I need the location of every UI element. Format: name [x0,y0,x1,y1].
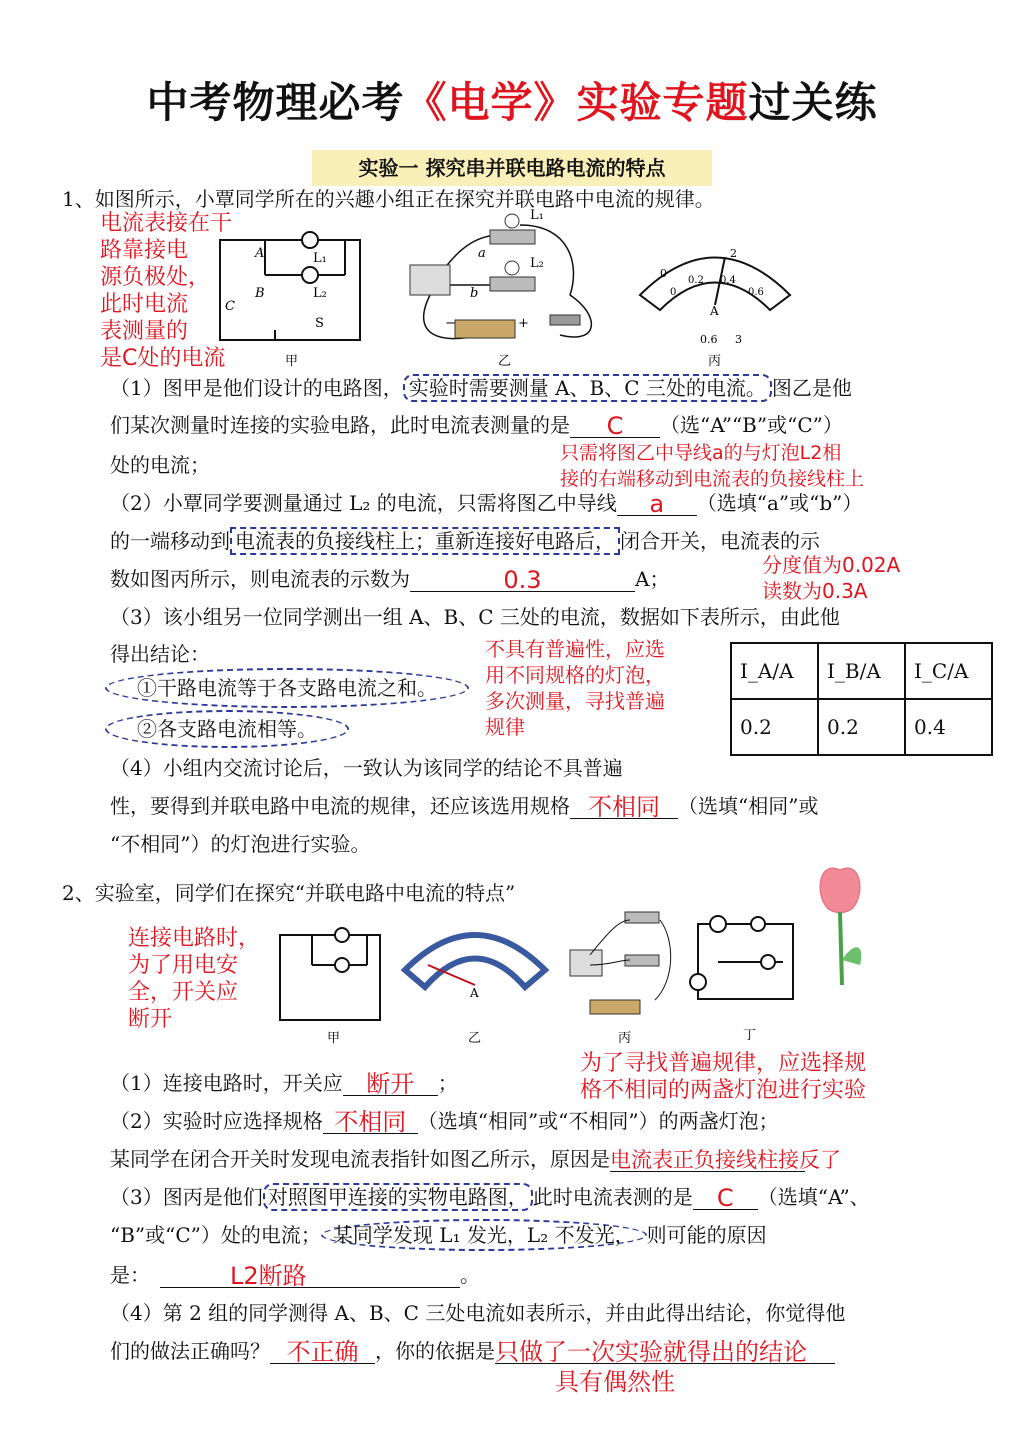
terminal-label: 0.6 [700,333,718,346]
section-subtitle: 实验一 探究串并联电路电流的特点 [312,150,712,186]
lamp-l1-icon [335,928,349,942]
boxed-annotation: 对照图甲连接的实物电路图， [263,1183,533,1211]
text-span: 性，要得到并联电路中电流的规律，还应该选用规格 [110,794,570,818]
q2-part2-line1 [110,1108,779,1134]
answer-blank [693,1185,758,1210]
text-span: （选填“相同”或“不相同”）的两盏灯泡； [417,1109,779,1133]
q1-conclusion-2: ②各支路电流相等。 [105,710,349,748]
boxed-annotation: 电流表的负接线柱上；重新连接好电路后， [230,527,620,555]
figure-label-ding: 丁 [743,1028,757,1042]
answer-text: 不相同 [334,1108,407,1136]
ammeter-a1-icon [710,916,726,932]
answer-text: a [649,490,665,518]
dial-tick-label: 0.2 [688,275,704,286]
page-title [0,70,1024,130]
handwritten-line: 为了用电安 [128,953,239,978]
answer-blank [495,1339,835,1364]
table-header-row [731,643,992,699]
bulb-icon [505,261,519,275]
text-span: 们的做法正确吗？ [110,1339,270,1363]
text-span: A； [635,567,670,591]
q2-part3-line3 [110,1262,480,1288]
lamp-base-icon [625,912,659,923]
table-header-cell: I_B/A [818,643,905,699]
handwritten-line: 为了寻找普遍规律，应选择规 [580,1051,867,1076]
q1-part1-note [560,440,864,492]
q2-part2-line2 [110,1146,841,1172]
title-suffix: 过关练 [748,78,878,127]
q2-part4-line2 [110,1338,835,1364]
dial-tick-label: 0.6 [748,287,764,298]
q2-part4-line1: （4）第 2 组的同学测得 A、B、C 三处电流如表所示，并由此得出结论，你觉得他 [110,1301,846,1325]
handwritten-line: 表测量的 [100,319,189,344]
answer-text: C [716,1184,734,1212]
wire-b-label: b [470,286,479,301]
figure-label-yi: 乙 [468,1031,482,1045]
answer-blank [323,1109,418,1134]
q1-part3-line2: 得出结论： [110,642,210,666]
answer-text: C [606,412,624,440]
q2-ammeter-dial-yi [400,915,550,1045]
text-span: （3）图丙是他们 [110,1185,263,1209]
text-span: 数如图丙所示，则电流表的示数为 [110,567,410,591]
ammeter-icon [570,950,602,976]
q2-physical-circuit-bing [560,900,680,1045]
text-span: （2）实验时应选择规格 [110,1109,323,1133]
handwritten-line: 电流表接在干 [100,211,233,236]
switch-label: S [315,316,324,331]
lamp-l1-icon [751,917,765,931]
title-highlight: 《电学》实验专题 [404,78,749,127]
dial-tick-label: 0 [660,267,667,280]
lamp-l2-icon [761,955,775,969]
text-span: 的一端移动到 [110,529,230,553]
text-span: “B”或“C”）处的电流； [110,1223,321,1247]
q1-part2-note [762,552,900,604]
answer-blank [610,1147,841,1172]
l1-label: L₁ [313,251,327,266]
q2-part3-line1 [110,1184,870,1210]
q1-part4-line3: “不相同”）的灯泡进行实验。 [110,832,371,856]
text-span: （1）图甲是他们设计的电路图， [110,376,403,400]
table-header-cell: I_C/A [905,643,992,699]
q1-physical-circuit-yi [400,205,610,370]
figure-label-jia: 甲 [285,354,299,369]
lamp-l1-icon [302,232,318,248]
text-span: 此时电流表测的是 [532,1185,693,1209]
q1-part4-line1: （4）小组内交流讨论后，一致认为该同学的结论不具普遍 [110,756,623,780]
handwritten-line: 断开 [128,1007,173,1032]
text-span: （选填“a”或“b”） [696,491,863,515]
q2-part3-line2 [110,1222,767,1248]
q1-part4-line2 [110,793,818,819]
answer-text: 不相同 [588,793,660,821]
figure-label-jia: 甲 [327,1031,341,1045]
dial-tick-label: 2 [730,247,737,260]
wire-a-label: a [478,246,486,261]
text-span: 。 [460,1263,480,1287]
handwritten-line: 源负极处， [100,265,211,290]
lamp-l2-icon [335,958,349,972]
handwritten-line: 格不相同的两盏灯泡进行实验 [580,1078,867,1103]
dial-tick-label: 0 [670,287,677,298]
q2-part4-answer-cont: 具有偶然性 [555,1368,675,1396]
answer-blank [410,567,635,592]
q1-part3-line1: （3）该小组另一位同学测出一组 A、B、C 三处的电流，数据如下表所示，由此他 [110,605,840,629]
title-prefix: 中考物理必考 [146,78,405,127]
answer-blank [160,1263,460,1288]
text-span: （1）连接电路时，开关应 [110,1071,343,1095]
boxed-annotation: 某同学发现 L₁ 发光，L₂ 不发光， [321,1219,647,1251]
boxed-annotation: 实验时需要测量 A、B、C 三处的电流。 [403,374,772,402]
handwritten-line: 路靠接电 [100,238,189,263]
handwritten-line: 用不同规格的灯泡， [485,663,665,687]
answer-blank [570,794,678,819]
battery-icon [455,320,515,338]
q2-circuit-diagram-jia [272,915,387,1045]
q1-part2-line3 [110,566,669,592]
battery-icon [590,1000,640,1014]
text-span: （选“A”“B”或“C”） [660,413,843,437]
answer-blank [570,413,660,438]
lamp-l2-icon [302,267,318,283]
handwritten-line: 是C处的电流 [100,346,226,371]
q1-ammeter-dial-bing [630,235,800,370]
text-span: 闭合开关，电流表的示 [620,529,820,553]
ammeter-icon [410,265,450,295]
text-span: ； [437,1071,458,1095]
answer-text: L2断路 [230,1262,307,1290]
switch-icon [550,315,580,325]
q2-stem: 2、实验室，同学们在探究“并联电路中电流的特点” [62,881,516,905]
answer-blank [343,1071,438,1096]
answer-text: 0.3 [503,566,542,594]
q1-stem: 1、如图所示，小覃同学所在的兴趣小组正在探究并联电路中电流的规律。 [62,187,715,211]
answer-blank [617,491,697,516]
handwritten-line: 全，开关应 [128,980,239,1005]
minus-label: − [445,316,456,331]
answer-text: 电流表正负接线柱接反了 [610,1148,841,1172]
answer-text: 只做了一次实验就得出的结论 [495,1338,807,1366]
dial-tick-label: 0.4 [720,275,736,286]
handwritten-line: 多次测量，寻找普遍 [485,689,665,713]
q2-part1-line [110,1070,458,1096]
lamp-base-icon [625,955,659,966]
table-header-cell: I_A/A [731,643,818,699]
q1-circuit-diagram-jia [205,215,375,370]
handwritten-line: 规律 [485,715,525,739]
handwritten-line: 读数为0.3A [762,579,868,603]
meter-unit-label: A [470,986,479,1000]
q1-part1-line3: 处的电流； [110,453,210,477]
q1-part1-line2 [110,412,843,438]
tulip-decoration-icon [810,850,870,990]
q2-circuit-diagram-ding [688,912,803,1042]
lamp-base-icon [490,230,535,244]
figure-label-bing: 丙 [618,1031,632,1045]
q1-part1-line1 [110,375,852,401]
handwritten-line: 此时电流 [100,292,189,317]
plus-label: + [518,316,529,331]
text-span: 则可能的原因 [646,1223,767,1247]
q2-note-left [128,925,260,1033]
q1-part3-note [485,636,665,740]
q1-part2-line2 [110,528,820,554]
answer-text: 断开 [366,1070,415,1098]
answer-text: 不正确 [286,1338,359,1366]
terminal-label: 3 [735,333,742,346]
lamp-base-icon [490,277,535,291]
handwritten-line: 不具有普遍性，应选 [485,637,665,661]
text-span: ，你的依据是 [375,1339,495,1363]
l1-label: L₁ [530,208,544,223]
text-span: （选填“A”、 [757,1185,870,1209]
handwritten-line: 分度值为0.02A [762,553,901,577]
q1-data-table [730,642,993,756]
ammeter-a2-icon [690,974,706,990]
q2-part2-note [580,1050,866,1104]
l2-label: L₂ [313,286,327,301]
point-a-label: A [255,246,265,261]
figure-label-yi: 乙 [498,354,512,369]
handwritten-line: 接的右端移动到电流表的负接线柱上 [560,468,865,490]
answer-blank [270,1339,375,1364]
table-row [731,699,992,755]
text-span: 图乙是他 [771,376,852,400]
text-span: 某同学在闭合开关时发现电流表指针如图乙所示，原因是 [110,1147,610,1171]
l2-label: L₂ [530,256,544,271]
meter-unit-label: A [710,304,719,318]
text-span: （2）小覃同学要测量通过 L₂ 的电流，只需将图乙中导线 [110,491,617,515]
text-span: 们某次测量时连接的实验电路，此时电流表测量的是 [110,413,570,437]
bulb-icon [505,214,519,228]
q1-part2-line1 [110,490,862,516]
q1-conclusion-1: ①干路电流等于各支路电流之和。 [105,668,469,708]
text-span: （选填“相同”或 [678,794,819,818]
handwritten-line: 连接电路时， [128,926,261,951]
table-cell: 0.2 [818,699,905,755]
point-c-label: C [225,299,235,314]
figure-label-bing: 丙 [708,354,722,369]
text-span: 是： [110,1263,150,1287]
table-cell: 0.2 [731,699,818,755]
table-cell: 0.4 [905,699,992,755]
point-b-label: B [255,286,265,301]
handwritten-line: 只需将图乙中导线a的与灯泡L2相 [560,442,842,464]
